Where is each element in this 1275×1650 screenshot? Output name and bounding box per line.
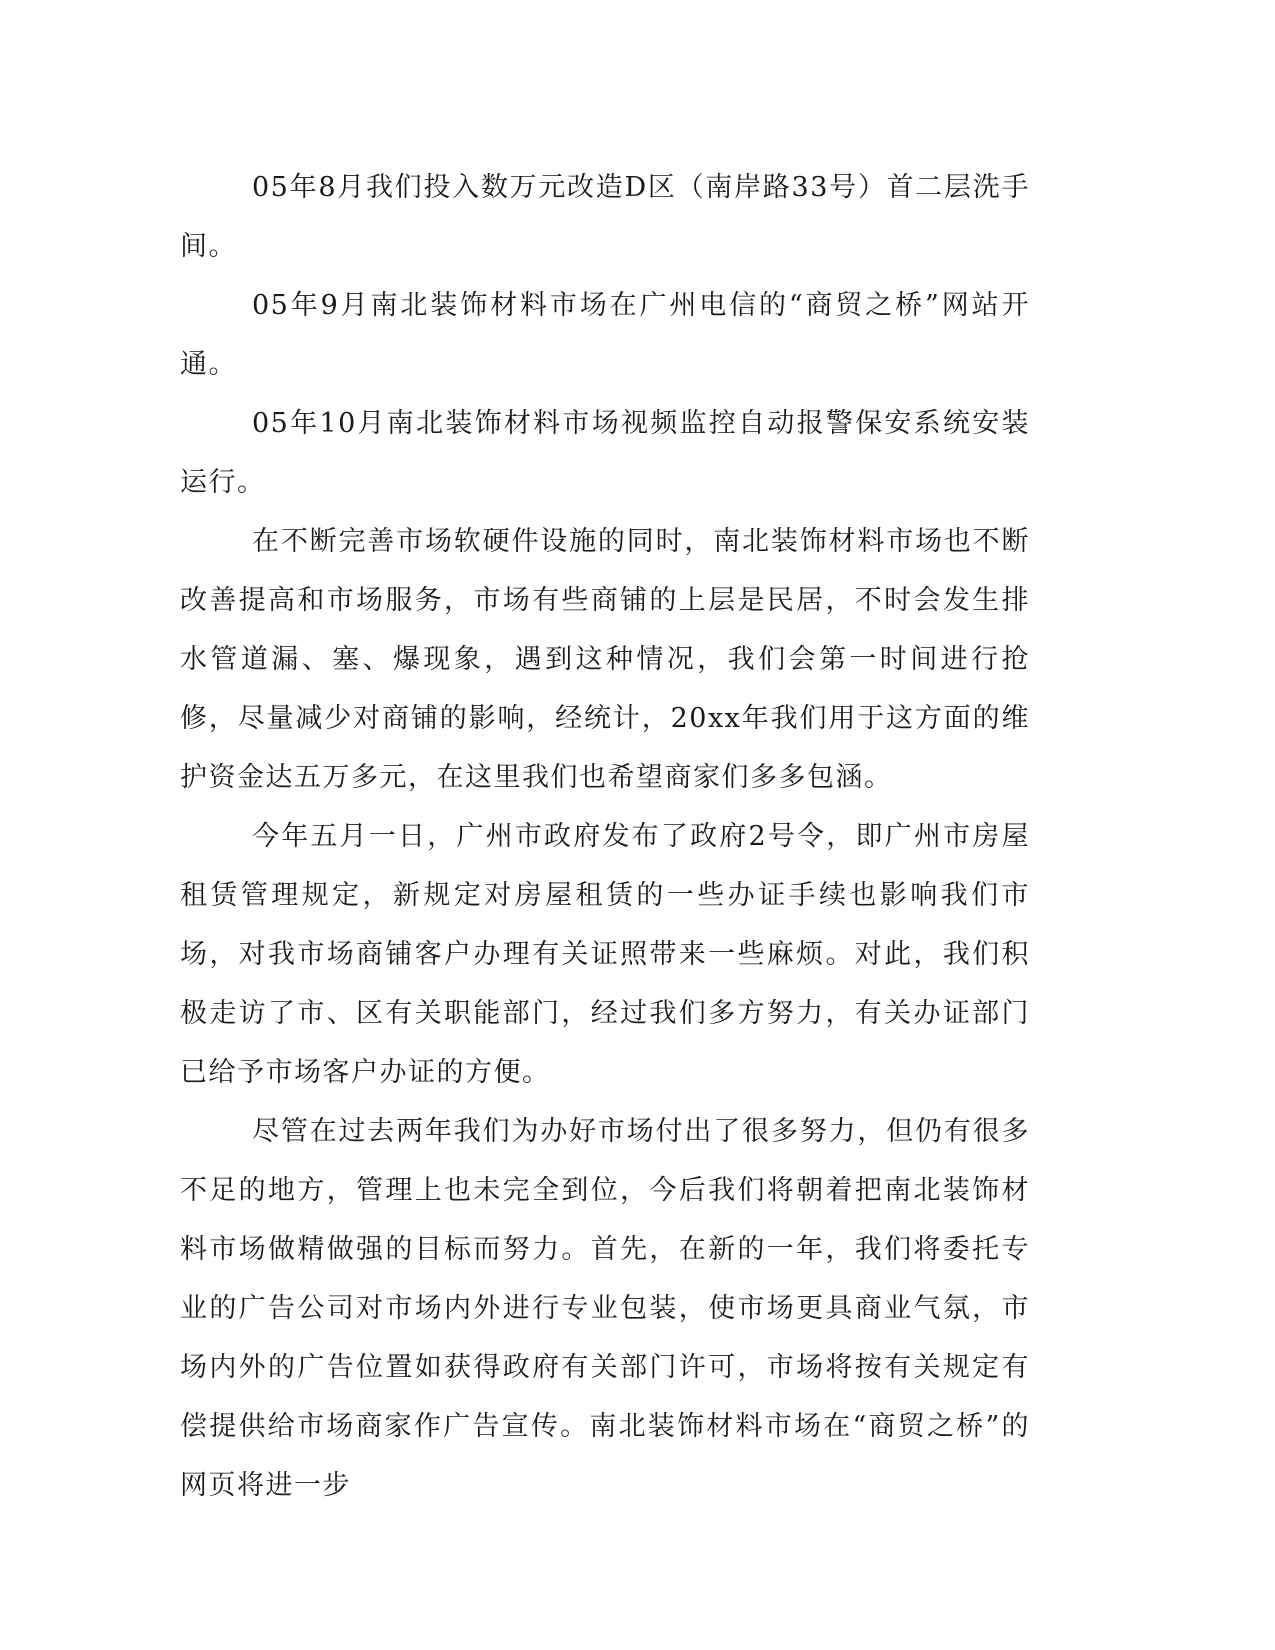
document-body — [180, 158, 1030, 1515]
paragraph-4: 在不断完善市场软硬件设施的同时，南北装饰材料市场也不断改善提高和市场服务，市场有些商铺的上层是民居，不时会发生排水管道漏、塞、爆现象，遇到这种情况，我们会第一时间进行抢修，尽量减少对商铺的影响，经统计，20xx年我们用于这方面的维护资金达五万多元，在这里我们也希望商家们多多包涵。 — [180, 526, 1030, 793]
paragraph-5: 今年五月一日，广州市政府发布了政府2号令，即广州市房屋租赁管理规定，新规定对房屋租赁的一些办证手续也影响我们市场，对我市场商铺客户办理有关证照带来一些麻烦。对此，我们积极走访了市、区有关职能部门，经过我们多方努力，有关办证部门已给予市场客户办证的方便。 — [180, 821, 1030, 1088]
paragraph-1: 05年8月我们投入数万元改造D区（南岸路33号）首二层洗手间。 — [180, 172, 1030, 262]
paragraph-3: 05年10月南北装饰材料市场视频监控自动报警保安系统安装运行。 — [180, 408, 1030, 498]
paragraph-6: 尽管在过去两年我们为办好市场付出了很多努力，但仍有很多不足的地方，管理上也未完全到位，今后我们将朝着把南北装饰材料市场做精做强的目标而努力。首先，在新的一年，我们将委托专业的广告公司对市场内外进行专业包装，使市场更具商业气氛，市场内外的广告位置如获得政府有关部门许可，市场将按有关规定有偿提供给市场商家作广告宣传。南北装饰材料市场在“商贸之桥”的网页将进一步 — [180, 1116, 1030, 1501]
paragraph-2: 05年9月南北装饰材料市场在广州电信的“商贸之桥”网站开通。 — [180, 290, 1030, 380]
